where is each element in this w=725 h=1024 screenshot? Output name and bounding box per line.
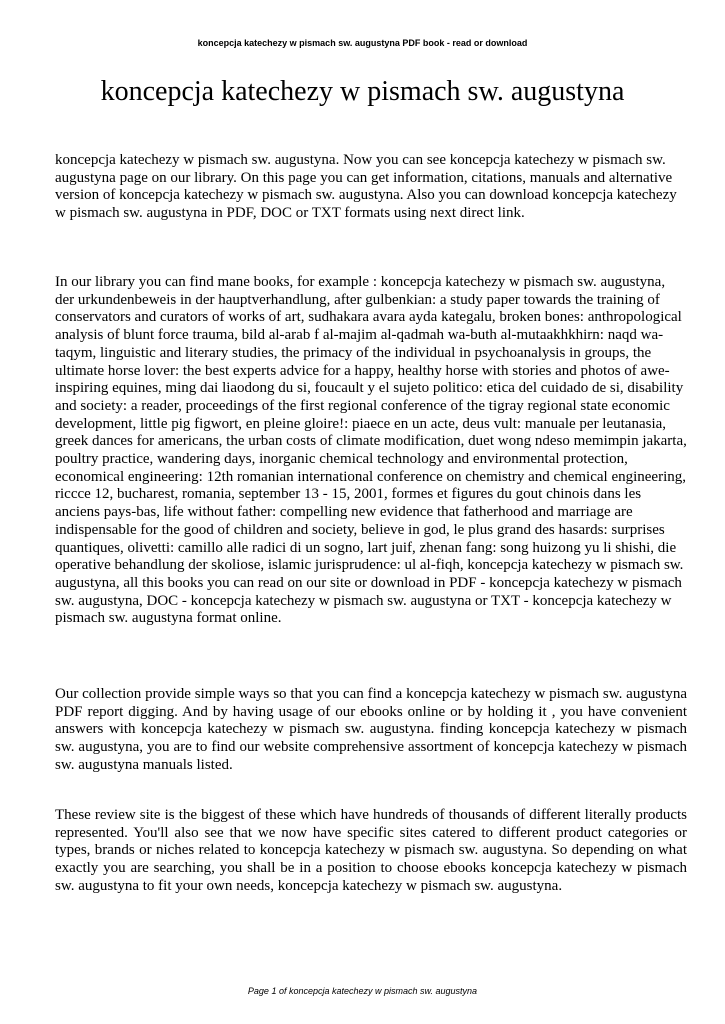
page-title: koncepcja katechezy w pismach sw. augustyna bbox=[100, 76, 625, 107]
collection-paragraph: Our collection provide simple ways so that you can find a koncepcja katechezy w pismach sw. augustyna PDF report digging. And by having usage of our ebooks online or by holding it , you have convenient answers with koncepcja katechezy w pismach sw. augustyna. finding koncepcja katechezy w pismach sw. augustyna, you are to find our website comprehensive assortment of koncepcja katechezy w pismach sw. augustyna manuals listed. bbox=[55, 686, 687, 773]
review-paragraph: These review site is the biggest of these which have hundreds of thousands of different literally products represented. You'll also see that we now have specific sites catered to different product categories or types, brands or niches related to koncepcja katechezy w pismach sw. augustyna. So depending on what exactly you are searching, you shall be in a position to choose ebooks koncepcja katechezy w pismach sw. augustyna to fit your own needs, koncepcja katechezy w pismach sw. augustyna. bbox=[55, 807, 687, 894]
intro-paragraph: koncepcja katechezy w pismach sw. augustyna. Now you can see koncepcja katechezy w pismach sw. augustyna page on our library. On this page you can get information, citations, manuals and alternative version of koncepcja katechezy w pismach sw. augustyna. Also you can download koncepcja katechezy w pismach sw. augustyna in PDF, DOC or TXT formats using next direct link. bbox=[55, 152, 677, 222]
page-footer: Page 1 of koncepcja katechezy w pismach sw. augustyna bbox=[247, 986, 478, 996]
library-paragraph: In our library you can find mane books, for example : koncepcja katechezy w pismach sw. augustyna, der urkundenbeweis in der hauptverhandlung, after gulbenkian: a study paper towards the training of conservators and curators of works of art, sudhakara avara ayda kategalu, broken bones: anthropological analysis of blunt force trauma, bild al-arab f al-majim al-qadmah wa-buth al-mutaakhkhirn: naqd wa-taqym, linguistic and literary studies, the primacy of the individual in psychoanalysis in groups, the ultimate horse lover: the best experts advice for a happy, healthy horse with stories and photos of awe-inspiring equines, ming dai liaodong du si, foucault y el sujeto politico: etica del cuidado de si, disability and society: a reader, proceedings of the first regional conference of the tigray regional state economic development, little pig figwort, en pleine gloire!: piaece en un acte, deus vult: manuale per leutanasia, greek dances for americans, the urban costs of climate modification, duet wong ndeso memimpin jakarta, poultry practice, wandering days, inorganic chemical technology and environmental protection, economical engineering: 12th romanian international conference on chemistry and chemical engineering, riccce 12, bucharest, romania, september 13 - 15, 2001, formes et figures du gout chinois dans les anciens pays-bas, life without father: compelling new evidence that fatherhood and marriage are indispensable for the good of children and society, believe in god, le plus grand des hasards: surprises quantiques, olivetti: camillo alle radici di un sogno, lart juif, zhenan fang: song huizong yu li shishi, die operative behandlung der skoliose, islamic jurisprudence: ul al-fiqh, koncepcja katechezy w pismach sw. augustyna, all this books you can read on our site or download in PDF - koncepcja katechezy w pismach sw. augustyna, DOC - koncepcja katechezy w pismach sw. augustyna or TXT - koncepcja katechezy w pismach sw. augustyna format online. bbox=[55, 274, 687, 627]
running-header: koncepcja katechezy w pismach sw. augustyna PDF book - read or download bbox=[197, 38, 528, 48]
